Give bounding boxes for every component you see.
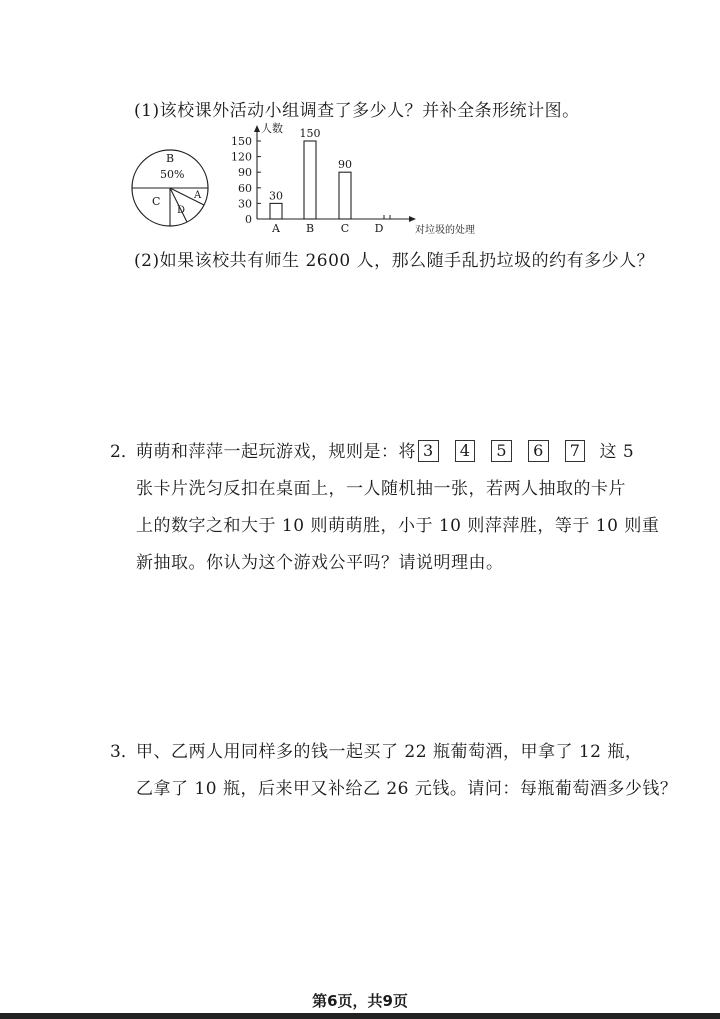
q2-number: 2． [110,442,138,462]
y-tick-label: 0 [245,213,252,226]
y-tick-label: 30 [238,197,252,211]
figure-area [130,120,490,244]
number-card: 7 [565,440,586,462]
q1-part2-text: (2)如果该校共有师生 2600 人，那么随手乱扔垃圾的约有多少人？ [134,251,655,271]
y-axis-label: 人数 [261,122,283,135]
q3-number: 3． [110,742,138,762]
pie-label-c: C [152,195,161,208]
q2-line1-before: 萌萌和萍萍一起玩游戏，规则是：将 [136,442,416,462]
x-axis-arrow [409,216,416,222]
y-tick-label: 120 [231,150,252,164]
q1-part1-text: (1)该校课外活动小组调查了多少人？并补全条形统计图。 [134,101,580,121]
q2-line3: 上的数字之和大于 10 则萌萌胜，小于 10 则萍萍胜，等于 10 则重 [136,516,660,536]
q3-line2: 乙拿了 10 瓶，后来甲又补给乙 26 元钱。请问：每瓶葡萄酒多少钱？ [136,779,678,799]
page-footer: 第6页，共9页 [312,992,408,1010]
q2-line1-after: 这 5 [599,442,635,462]
bottom-bar [0,1013,720,1019]
x-tick-label: B [305,222,315,235]
bar-value-label: 90 [338,158,352,172]
pie-label-b: B [166,152,175,165]
bar-value-label: 30 [269,189,283,203]
bar-value-label: 150 [299,127,321,140]
y-tick-label: 150 [231,135,252,148]
bar [339,172,351,219]
x-tick-label: D [374,222,384,235]
bar [270,203,282,219]
number-card: 6 [528,440,549,462]
bar-chart [231,121,475,236]
y-axis-arrow [254,125,260,132]
pie-label-b-percent: 50% [160,168,185,181]
y-tick-label: 90 [238,166,252,180]
pie-chart [132,150,208,226]
x-tick-label: C [340,222,350,235]
figure-svg [130,120,490,240]
number-card: 5 [491,440,512,462]
bar [304,141,316,219]
pie-label-d: D [177,205,186,216]
number-card: 4 [455,440,476,462]
q2-line2: 张卡片洗匀反扣在桌面上，一人随机抽一张，若两人抽取的卡片 [136,479,626,499]
pie-label-a: A [194,190,202,201]
x-axis-label: 对垃圾的处理 [415,225,475,236]
y-tick-label: 60 [238,181,252,195]
x-tick-label: A [272,222,280,235]
q2-line1 [136,437,634,462]
number-card: 3 [418,440,439,462]
q2-line4: 新抽取。你认为这个游戏公平吗？请说明理由。 [136,553,504,573]
q3-line1: 甲、乙两人用同样多的钱一起买了 22 瓶葡萄酒，甲拿了 12 瓶， [136,742,643,762]
